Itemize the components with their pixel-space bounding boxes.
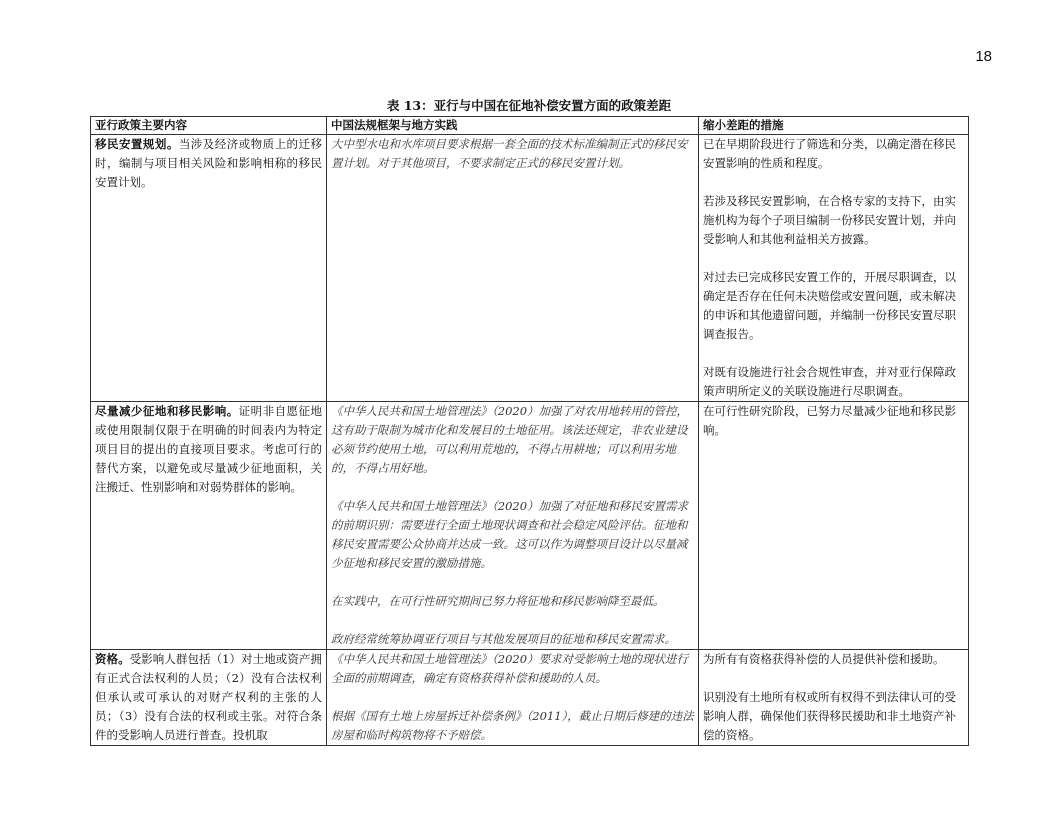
page-number: 18 — [975, 48, 992, 65]
policy-text: 当涉及经济或物质上的迁移时，编制与项目相关风险和影响相称的移民安置计划。 — [95, 137, 323, 189]
prc-framework-cell — [327, 650, 699, 746]
table-row — [91, 135, 969, 402]
measure-paragraph: 对既有设施进行社会合规性审查，并对亚行保障政策声明所定义的关联设施进行尽职调查。 — [703, 365, 956, 398]
measure-paragraph: 若涉及移民安置影响，在合格专家的支持下，由实施机构为每个子项目编制一份移民安置计划，并向受影响人和其他利益相关方披露。 — [703, 194, 956, 246]
framework-paragraph: 《中华人民共和国土地管理法》（2020）要求对受影响土地的现状进行全面的前期调查，确定有资格获得补偿和援助的人员。 — [331, 652, 689, 685]
framework-paragraph: 大中型水电和水库项目要求根据一套全面的技术标准编制正式的移民安置计划。对于其他项目，不要求制定正式的移民安置计划。 — [331, 137, 688, 170]
prc-framework-cell — [327, 135, 699, 402]
header-prc-framework: 中国法规框架与地方实践 — [327, 117, 699, 135]
policy-text: 证明非自愿征地或使用限制仅限于在明确的时间表内为特定项目目的提出的直接项目要求。考虑可行的替代方案，以避免或尽量减少征地面积，关注搬迁、性别影响和对弱势群体的影响。 — [95, 404, 323, 494]
gap-measures-cell — [699, 402, 969, 650]
measure-paragraph: 识别没有土地所有权或所有权得不到法律认可的受影响人群，确保他们获得移民援助和非土地资产补偿的资格。 — [703, 690, 956, 742]
measure-paragraph: 已在早期阶段进行了筛选和分类，以确定潜在移民安置影响的性质和程度。 — [703, 137, 956, 170]
framework-paragraph: 《中华人民共和国土地管理法》（2020）加强了对农用地转用的管控，这有助于限制为城市化和发展目的土地征用。该法还规定，非农业建设必须节约使用土地，可以利用荒地的，不得占用耕地；可以利用劣地的，不得占用好地。 — [331, 404, 689, 475]
framework-paragraph: 政府经常统筹协调亚行项目与其他发展项目的征地和移民安置需求。 — [331, 632, 676, 646]
adb-policy-cell — [91, 135, 327, 402]
policy-term: 移民安置规划。 — [95, 137, 179, 151]
policy-term: 资格。 — [95, 652, 130, 666]
policy-gap-table — [90, 116, 969, 746]
gap-measures-cell — [699, 135, 969, 402]
gap-measures-cell — [699, 650, 969, 746]
framework-paragraph: 根据《国有土地上房屋拆迁补偿条例》（2011），截止日期后修建的违法房屋和临时构筑物将不予赔偿。 — [331, 709, 694, 742]
table-title: 表 13：亚行与中国在征地补偿安置方面的政策差距 — [386, 98, 672, 113]
adb-policy-cell — [91, 402, 327, 650]
framework-paragraph: 《中华人民共和国土地管理法》（2020）加强了对征地和移民安置需求的前期识别：需要进行全面土地现状调查和社会稳定风险评估。征地和移民安置需要公众协商并达成一致。这可以作为调整项目设计以尽量减少征地和移民安置的激励措施。 — [331, 499, 689, 570]
header-gap-measures: 缩小差距的措施 — [699, 117, 969, 135]
prc-framework-cell — [327, 402, 699, 650]
table-row — [91, 650, 969, 746]
measure-paragraph: 在可行性研究阶段，已努力尽量减少征地和移民影响。 — [703, 404, 956, 437]
measure-paragraph: 对过去已完成移民安置工作的，开展尽职调查，以确定是否存在任何未决赔偿或安置问题，或未解决的申诉和其他遗留问题，并编制一份移民安置尽职调查报告。 — [703, 270, 956, 341]
adb-policy-cell — [91, 650, 327, 746]
policy-text: 受影响人群包括（1）对土地或资产拥有正式合法权利的人员；（2）没有合法权利但承认或可承认的对财产权利的主张的人员；（3）没有合法的权利或主张。对符合条件的受影响人员进行普查。投机取 — [95, 652, 322, 742]
measure-paragraph: 为所有有资格获得补偿的人员提供补偿和援助。 — [703, 652, 945, 666]
table-row — [91, 402, 969, 650]
policy-term: 尽量减少征地和移民影响。 — [95, 404, 239, 418]
framework-paragraph: 在实践中，在可行性研究期间已努力将征地和移民影响降至最低。 — [331, 594, 665, 608]
table-header-row — [91, 117, 969, 135]
header-adb-policy: 亚行政策主要内容 — [91, 117, 327, 135]
